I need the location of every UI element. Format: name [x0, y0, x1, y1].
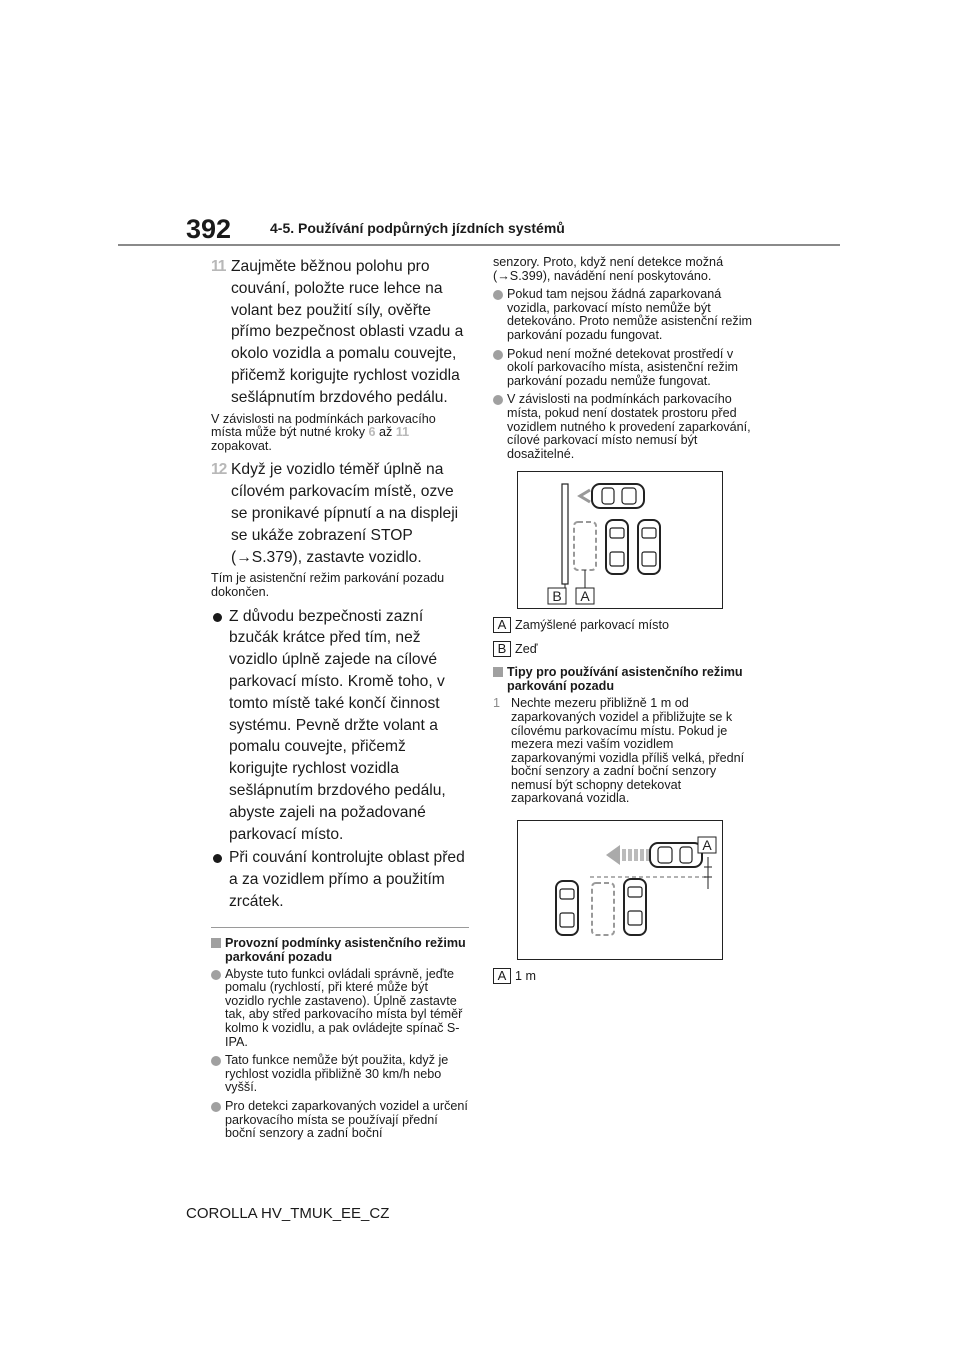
circle-marker-icon — [493, 290, 503, 300]
bullet-text: V závislosti na podmínkách parkovacího místa, pokud není dostatek prostoru před vozidlem nutného k provedení zaparkování, cílové parkovací místo nemusí být dosažitelné. — [507, 392, 751, 461]
legend-key: A — [493, 968, 511, 984]
header-divider — [118, 244, 840, 246]
square-marker-icon — [211, 938, 221, 948]
bullet-text: Pro detekci zaparkovaných vozidel a určení parkovacího místa se používají přední boční senzory a zadní boční — [225, 1099, 468, 1141]
small-bullet-item — [211, 1100, 469, 1141]
legend-item — [493, 968, 755, 984]
label-a: A — [702, 837, 712, 854]
legend-text: 1 m — [515, 969, 536, 984]
direction-arrow-icon — [606, 845, 650, 865]
legend-text: Zeď — [515, 642, 538, 657]
parking-diagram-2 — [518, 821, 724, 961]
left-column — [211, 256, 469, 1146]
legend-key: A — [493, 617, 511, 633]
figure-parking-space-wall — [517, 471, 723, 609]
continued-paragraph: senzory. Proto, když není detekce možná (→S.399), navádění není poskytováno. — [493, 255, 724, 283]
label-b: B — [552, 588, 562, 605]
step-number: 12 — [211, 461, 227, 479]
note-text: až — [375, 425, 396, 440]
note-complete: Tím je asistenční režim parkování pozadu dokončen. — [211, 571, 445, 599]
label-a: A — [580, 588, 590, 605]
car-icon — [650, 843, 702, 867]
small-bullet-item — [493, 393, 755, 461]
step-text: Zaujměte běžnou polohu pro couvání, položte ruce lehce na volant bez použití síly, ověřte přímo bezpečnost oblasti vzadu a okolo vozidla a pomalu couvejte, přičemž korigujte rychlost vozidla sešlápnutím brzdového pedálu. — [231, 258, 464, 406]
note-text: V závislosti na podmínkách parkovacího místa může být nutné kroky — [211, 411, 436, 440]
subheading-text: Tipy pro používání asistenčního režimu parkování pozadu — [507, 665, 743, 694]
legend-key: B — [493, 641, 511, 657]
small-bullet-item — [211, 968, 469, 1050]
step-11 — [211, 256, 469, 409]
car-icon — [556, 881, 578, 935]
bullet-text: Pokud tam nejsou žádná zaparkovaná vozidla, parkovací místo nemůže být detekováno. Proto nemůže asistenční režim parkování pozadu fungovat. — [507, 287, 753, 342]
note-text: zopakovat. — [211, 438, 272, 453]
bullet-text: Abyste tuto funkci ovládali správně, jeďte pomalu (rychlostí, při které může být vozidlo rychle zastaveno). Úplně zastavte tak, aby střed parkovacího místa byl téměř kolmo k vozidlu, a pak ovládejte spínač S-IPA. — [225, 966, 463, 1049]
step-text: Když je vozidlo téměř úplně na cílovém parkovacím místě, ozve se pronikavé pípnutí a na displeji se ukáže zobrazení STOP (→S.379), zastavte vozidlo. — [231, 461, 459, 566]
step-ref: 6 — [368, 425, 376, 440]
section-divider — [211, 927, 469, 928]
legend-item — [493, 641, 755, 657]
bullet-text: Tato funkce nemůže být použita, když je rychlost vozidla přibližně 30 km/h nebo vyšší. — [225, 1053, 449, 1095]
step-number: 11 — [211, 258, 226, 275]
document-footer: COROLLA HV_TMUK_EE_CZ — [186, 1205, 390, 1222]
note-repeat-steps — [211, 413, 469, 454]
step-text: Nechte mezeru přibližně 1 m od zaparkovaných vozidel a přibližujte se k cílovému parkovacímu místu. Pokud je mezera mezi vaším vozidlem zaparkovanými vozidla příliš velká, přední boční senzory a zadní boční senzory nemusí být schopny detekovat zaparkovaná vozidla. — [511, 696, 745, 806]
bullet-dot — [213, 854, 222, 863]
small-bullet-item — [493, 288, 755, 342]
car-icon — [606, 520, 628, 574]
parking-space-outline — [592, 883, 614, 935]
bullet-item — [211, 606, 469, 846]
wall-shape — [562, 484, 568, 584]
square-marker-icon — [493, 667, 503, 677]
car-icon — [580, 484, 644, 508]
parking-diagram-1 — [518, 472, 724, 610]
step-ref: 11 — [395, 425, 410, 440]
car-icon — [638, 520, 660, 574]
subheading-tips — [493, 665, 755, 693]
small-bullet-item — [493, 348, 755, 389]
circle-marker-icon — [211, 970, 221, 980]
circle-marker-icon — [211, 1056, 221, 1066]
subheading-text: Provozní podmínky asistenčního režimu parkování pozadu — [225, 935, 466, 964]
car-icon — [624, 879, 646, 935]
section-title: 4-5. Používání podpůrných jízdních systémů — [270, 220, 565, 236]
bullet-item — [211, 847, 469, 912]
bullet-text: Při couvání kontrolujte oblast před a za vozidlem přímo a použitím zrcátek. — [229, 849, 465, 910]
legend-item — [493, 617, 755, 633]
right-column — [493, 256, 755, 992]
circle-marker-icon — [493, 350, 503, 360]
small-bullet-item — [211, 1054, 469, 1095]
bullet-text: Z důvodu bezpečnosti zazní bzučák krátce před tím, než vozidlo úplně zajede na cílové parkovací místo. Kromě toho, v tomto místě také končí činnost systému. Pevně držte volant a pomalu couvejte, přičemž korigujte rychlost vozidla sešlápnutím brzdového pedálu, abyste zajeli na požadované parkovací místo. — [229, 607, 446, 843]
bullet-dot — [213, 613, 222, 622]
tip-step-1 — [493, 697, 755, 806]
circle-marker-icon — [493, 395, 503, 405]
step-12 — [211, 459, 469, 568]
step-number: 1 — [493, 696, 501, 711]
circle-marker-icon — [211, 1102, 221, 1112]
subheading-operating-conditions — [211, 936, 469, 964]
legend-text: Zamýšlené parkovací místo — [515, 618, 669, 633]
bullet-text: Pokud není možné detekovat prostředí v okolí parkovacího místa, asistenční režim parkování pozadu nemůže fungovat. — [507, 346, 738, 388]
page-number: 392 — [186, 214, 232, 244]
parking-space-outline — [574, 522, 596, 570]
figure-approach-gap — [517, 820, 723, 960]
